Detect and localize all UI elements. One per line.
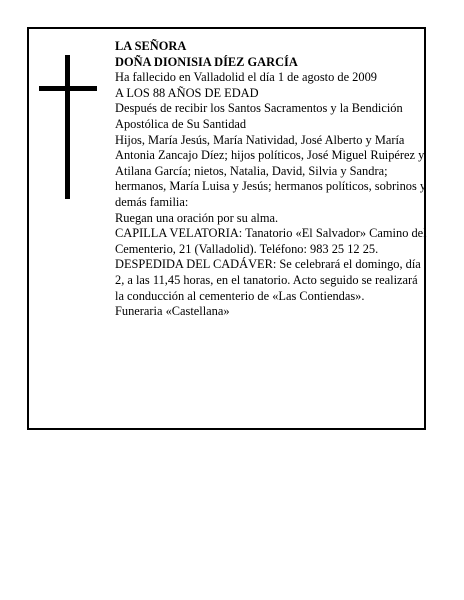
age-statement: A LOS 88 AÑOS DE EDAD [115,85,259,100]
deceased-name: DOÑA DIONISIA DÍEZ GARCÍA [115,54,298,69]
farewell-info: DESPEDIDA DEL CADÁVER: Se celebrará el domingo, día 2, a las 11,45 horas, en el tanatorio. Acto seguido se realizará la conducción al cementerio de «Las Contiendas». [115,257,421,303]
prayer-request: Ruegan una oración por su alma. [115,210,279,225]
death-statement: Ha fallecido en Valladolid el día 1 de agosto de 2009 [115,70,377,85]
sacraments-statement: Después de recibir los Santos Sacramentos y la Bendición Apostólica de Su Santidad [115,101,403,131]
chapel-info: CAPILLA VELATORIA: Tanatorio «El Salvador» Camino del Cementerio, 21 (Valladolid). Teléfono: 983 25 12 25. [115,226,427,256]
funeral-home: Funeraria «Castellana» [115,304,230,319]
family-list: Hijos, María Jesús, María Natividad, José Alberto y María Antonia Zancajo Díez; hijos políticos, José Miguel Ruipérez y Atilana García; nietos, Natalia, David, Silvia y Sandra; hermanos, María Luisa y Jesús; hermanos políticos, sobrinos y demás familia: [115,132,427,209]
notice-text [115,39,427,320]
notice-title: LA SEÑORA [115,39,187,53]
cross-icon [39,55,97,199]
obituary-notice [27,27,426,430]
